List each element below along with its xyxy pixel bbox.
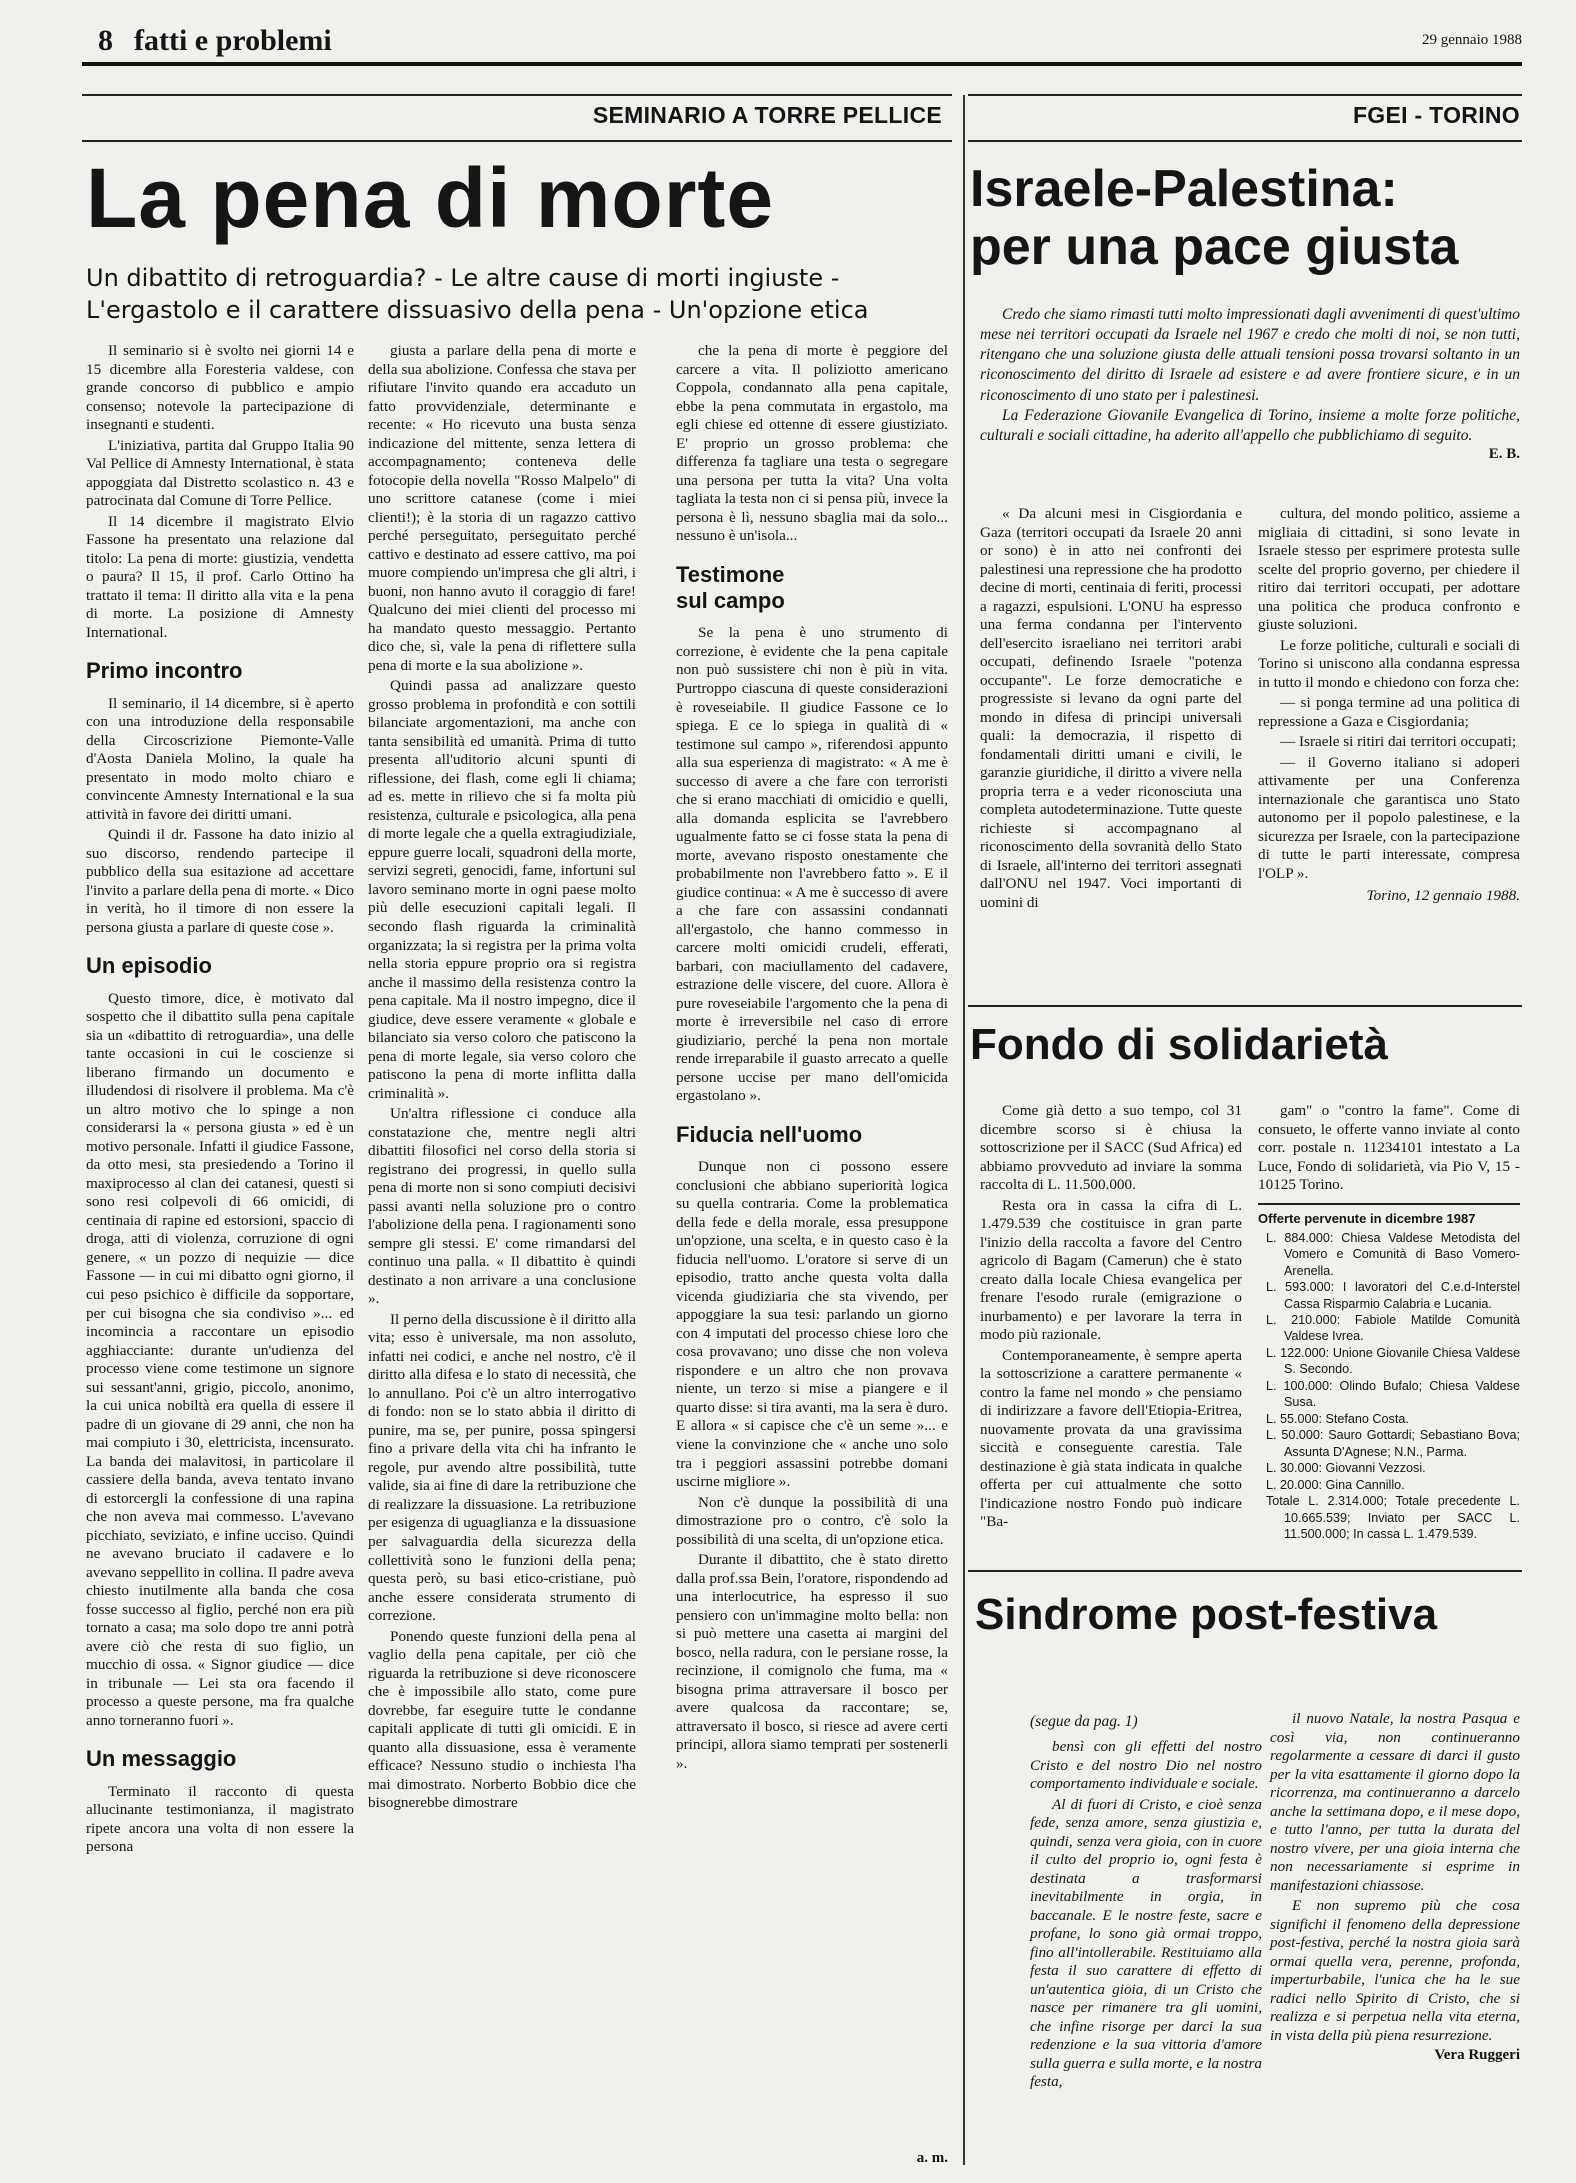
- paragraph: Se la pena è uno strumento di correzione, è evidente che la pena capitale non può sussistere chi non è più in vita. Purtroppo ciascuna di queste considerazioni è roveseiabile. Il giudice Fassone ce lo spiega. E ce lo spiega in qualità di « testimone sul campo », riferendosi appunto alla sua esperienza di magistrato: « A me è successo di avere a che fare con terroristi che si erano macchiati di omicidio e quelli, alla domanda esplicita se l'avrebbero ugualmente fatto se ci fosse stata la pena di morte, avevano risposto onestamente che probabilmente non l'avrebbero fatto ». E il giudice continua: « A me è successo di avere a che fare con assassini condannati all'ergastolo, che hanno commesso in carcere molti omicidi crudeli, efferati, barbari, con maciullamento del cadavere, estrazione delle viscere, del cuore. Allora è pure roveseiabile l'argomento che la pena di morte è irreversibile nel caso di errore giudiziario, perché la pena non mortale rende irreparabile il guasto arrecato a quelle persone uccise per mano dell'omicida ergastolano ».: [676, 624, 948, 1105]
- paragraph: — il Governo italiano si adoperi attivamente per una Conferenza internazionale che garantisca uno Stato autonomo per il popolo palestinese, e la sicurezza per Israele, con la partecipazione di tutte le parti interessate, compresa l'OLP ».: [1258, 753, 1520, 882]
- paragraph: Resta ora in cassa la cifra di L. 1.479.539 che costituisce in gran parte l'inizio della raccolta a favore del Centro agricolo di Bagam (Camerun) che è stato creato dalla locale Chiesa evangelica per frenare l'esodo rurale (emigrazione o inurbamento) e per lavorare la terra in modo più razionale.: [980, 1196, 1242, 1344]
- fgei-rule: [968, 94, 1522, 96]
- paragraph: Quindi passa ad analizzare questo grosso problema in profondità e con sottili bilanciate argomentazioni, ma anche con tanta sensibilità ed umanità. Prima di tutto presenta all'uditorio alcuni spunti di riflessione, dei flash, come egli li chiama; ad es. mette in rilievo che si fa molta più resistenza, culturale e psicologica, alla pena di morte legale che a quella extragiudiziale, eppure guerre locali, squadroni della morte, servizi segreti, genocidi, fame, infortuni sul lavoro seminano morte in ogni paese molto più delle esecuzioni capitali legali. Il secondo flash riguarda la criminalità organizzata; la si registra per la prima volta nella storia eppure proprio ora si registra anche il massimo della resistenza contro la pena capitale. Ma il nostro impegno, dice il giudice, deve essere veramente « globale e bilanciato sia verso coloro che patiscono la pena di morte legale, sia verso coloro che patiscono la pena di morte inflitta dalla criminalità ».: [368, 677, 636, 1102]
- fondo-rule: [968, 1005, 1522, 1007]
- paragraph: L. 884.000: Chiesa Valdese Metodista del Vomero e Comunità di Baso Vomero-Arenella.: [1266, 1230, 1520, 1278]
- paragraph: Il seminario, il 14 dicembre, si è aperto con una introduzione della responsabile della Circoscrizione Piemonte-Valle d'Aosta Daniela Molino, la quale ha presentato in modo molto chiaro e convincente Amnesty International e la sua attività in favore dei diritti umani.: [86, 694, 354, 823]
- seminar-col3-paragraphs: [676, 342, 948, 546]
- paragraph: giusta a parlare della pena di morte e della sua abolizione. Confessa che stava per rifiutare l'invito quando era accaduto un fatto provvidenziale, determinante e recente: « Ho ricevuto una busta senza indicazione del mittente, senza lettera di accompagnamento; conteneva delle fotocopie della novella "Rosso Malpelo" di uno scrittore catanese (come i miei clienti!); è la storia di un ragazzo cattivo perché perseguitato, perseguitato perché cattivo e destinato ad essere cattivo, ma poi muore compiendo un'impresa che gli altri, i buoni, non hanno avuto il coraggio di fare! Qualcuno dei miei clienti del processo mi ha mandato questo messaggio. Pertanto dico che, sì, vale la pena di riflettere sulla pena di morte e la sua abolizione ».: [368, 342, 636, 674]
- paragraph: Ponendo queste funzioni della pena al vaglio della pena capitale, per ciò che riguarda la retribuzione si deve riconoscere che è impossibile allo stato, come pure dovrebbe, far eseguire tutte le condanne capitali applicate di tutti gli omicidi. E in quanto alla dissuasione, essa è veramente efficace? Nessuno studio o inchiesta l'ha mai dimostrato. Norberto Bobbio dice che bisognerebbe dimostrare: [368, 1627, 636, 1812]
- paragraph: L. 210.000: Fabiole Matilde Comunità Valdese Ivrea.: [1266, 1313, 1520, 1344]
- paragraph: Contemporaneamente, è sempre aperta la sottoscrizione a carattere permanente « contro la fame nel mondo » che pensiamo di indirizzare a favore dell'Etiopia-Eritrea, nuovamente provata da una gravissima siccità e conseguente carestia. Tale destinazione è già stata indicata in qualche offerta per cui attualmente che sotto l'indicazione nostro Fondo può indicare "Ba-: [980, 1346, 1242, 1531]
- seminar-column-3: [676, 342, 948, 2142]
- israel-title-line-1: Israele-Palestina:: [970, 160, 1398, 218]
- paragraph: — si ponga termine ad una politica di repressione a Gaza e Cisgiordania;: [1258, 694, 1520, 730]
- israel-col2-paragraphs: [1258, 505, 1520, 883]
- sindrome-column-2: [1270, 1710, 1520, 2064]
- sindrome-column-1: [1030, 1738, 1262, 2094]
- seminar-col1d-paragraphs: [86, 1783, 354, 1857]
- sindrome-col1-paragraphs: [1030, 1738, 1262, 2092]
- seminar-kicker: SEMINARIO A TORRE PELLICE: [592, 102, 942, 128]
- paragraph: che la pena di morte è peggiore del carcere a vita. Il poliziotto americano Coppola, condannato alla pena capitale, ebbe la pena commutata in ergastolo, ma egli chiese ed ottenne di essere giustiziato. E' proprio un grosso problema: che differenza fa tagliare una testa o segregare una persona per tutta la vita? Una volta tagliata la testa non ci si pensa più, invece la persona è lì, nessuno sbaglia mai da solo... nessuno è un'isola...: [676, 342, 948, 545]
- subhead-fiducia: Fiducia nell'uomo: [676, 1121, 863, 1147]
- paragraph: — Israele si ritiri dai territori occupati;: [1280, 733, 1517, 751]
- subhead-primo-incontro: Primo incontro: [86, 658, 243, 684]
- fondo-title: Fondo di solidarietà: [970, 1020, 1389, 1069]
- fgei-rule-bottom: [968, 140, 1522, 142]
- fondo-column-2: [1258, 1102, 1520, 1543]
- sindrome-title: Sindrome post-festiva: [975, 1590, 1438, 1639]
- paragraph: Il perno della discussione è il diritto alla vita; esso è universale, ma non assoluto, infatti nei codici, e anche nel nostro, c'è il diritto alla difesa e lo stato di necessità, che lo annullano. Poi c'è un altro interrogativo di fondo: non se lo stato abbia il diritto di punire, ma se, per punire, possa spingersi fino a privare della vita chi ha infranto le regole, pur avendo altre possibilità, tutte valide, sia ai fine di dare la retribuzione che di realizzare la dissuasione. La retribuzione per esigenza di uguaglianza e la dissuasione per salvaguardia della sicurezza della collettività sono le funzioni della pena; questa però, su basi etico-cristiane, può anche essere considerata strumento di correzione.: [368, 1310, 636, 1625]
- deck-line-1: Un dibattito di retroguardia? - Le altre cause di morti ingiuste -: [86, 264, 840, 292]
- israel-column-2: [1258, 505, 1520, 906]
- seminar-title: La pena di morte: [86, 151, 775, 245]
- kicker-rule-bottom: [82, 140, 952, 142]
- paragraph: Il 14 dicembre il magistrato Elvio Fassone ha presentato una relazione dal titolo: La pena di morte: giustizia, vendetta o paura? Il 15, il prof. Carlo Ottino ha trattato il tema: Il diritto alla vita e la pena di morte. La posizione di Amnesty International.: [86, 512, 354, 641]
- sindrome-col2-paragraphs: [1270, 1710, 1520, 2045]
- fondo-column-1: [980, 1102, 1242, 1534]
- paragraph: E non supremo più che cosa significhi il fenomeno della depressione post-festiva, perché la nostra gioia sarà ormai quella vera, perenne, profonda, imperturbabile, l'unica che ha le sue radici nello Spirito di Cristo, che si realizza e si perpetua nella vita eterna, in vista della più piena resurrezione.: [1270, 1897, 1520, 2044]
- sindrome-signature: Vera Ruggeri: [1434, 2047, 1520, 2064]
- paragraph: gam" o "contro la fame". Come di consueto, le offerte vanno inviate al conto corr. postale n. 11234101 intestato a La Luce, Fondo di solidarietà, via Pio V, 15 - 10125 Torino.: [1258, 1102, 1520, 1194]
- paragraph: Le forze politiche, culturali e sociali di Torino si uniscono alla condanna espressa in tutto il mondo e chiedono con forza che:: [1258, 636, 1520, 691]
- kicker-rule: [82, 94, 952, 96]
- masthead: [82, 22, 1522, 66]
- seminar-col1-paragraphs: [86, 342, 354, 642]
- paragraph: La Federazione Giovanile Evangelica di Torino, insieme a molte forze politiche, culturali e sociali cittadine, ha aderito all'appello che pubblichiamo di seguito.: [980, 406, 1520, 444]
- paragraph: Durante il dibattito, che è stato diretto dalla prof.ssa Bein, l'oratore, rispondendo ad una interlocutrice, ha espresso il suo pensiero con un'immagine molto bella: non si può mettere una casetta ai margini del bosco, nella radura, con le persiane rosse, la recinzione, il comignolo che fuma, ma « bisogna prima attraversare il bosco per avere qualcosa da raccontare; se, attraversato il bosco, si riesce ad avere certi principi, allora siamo temprati per sostenerli ».: [676, 1551, 948, 1772]
- seminar-col3b-paragraphs: [676, 624, 948, 1105]
- paragraph: L. 593.000: I lavoratori del C.e.d-Interstel Cassa Risparmio Calabria e Lucania.: [1266, 1280, 1520, 1311]
- paragraph: L'iniziativa, partita dal Gruppo Italia 90 Val Pellice di Amnesty International, è stata appoggiata dal Distretto scolastico n. 43 e patrocinata dal Comune di Torre Pellice.: [86, 436, 354, 510]
- paragraph: Terminato il racconto di questa allucinante testimonianza, il magistrato ripete ancora una volta di non essere la persona: [86, 1782, 354, 1856]
- deck-line-2: L'ergastolo e il carattere dissuasivo della pena - Un'opzione etica: [86, 296, 869, 325]
- paragraph: L. 30.000: Giovanni Vezzosi.: [1266, 1461, 1426, 1476]
- paragraph: L. 20.000: Gina Cannillo.: [1266, 1477, 1405, 1492]
- paragraph: Come già detto a suo tempo, col 31 dicembre scorso si è chiusa la sottoscrizione per il SACC (Sud Africa) ed abbiamo provveduto ad inviare la somma raccolta di L. 11.500.000.: [980, 1102, 1242, 1194]
- israel-intro-paragraphs: [980, 305, 1520, 446]
- israel-title-line-2: per una pace giusta: [970, 218, 1459, 277]
- paragraph: L. 122.000: Unione Giovanile Chiesa Valdese S. Secondo.: [1266, 1345, 1520, 1377]
- offers-list: [1258, 1230, 1520, 1543]
- column-divider: [963, 95, 965, 2165]
- seminar-column-1: [86, 342, 354, 2172]
- paragraph: Non c'è dunque la possibilità di una dimostrazione pro o contro, c'è solo la possibilità di una scelta, di un'opzione etica.: [676, 1493, 948, 1548]
- page-number: 8: [98, 24, 113, 57]
- seminar-signature: a. m.: [916, 2150, 948, 2166]
- paragraph: Totale L. 2.314.000; Totale precedente L. 10.665.539; Inviato per SACC L. 11.500.000; In cassa L. 1.479.539.: [1266, 1494, 1520, 1542]
- paragraph: L. 55.000: Stefano Costa.: [1266, 1411, 1409, 1426]
- offers-rule: [1258, 1203, 1520, 1205]
- subhead-testimone: Testimone sul campo: [676, 561, 785, 614]
- seminar-column-2: [368, 342, 636, 2172]
- israel-col1-paragraphs: [980, 505, 1242, 912]
- seminar-col2-paragraphs: [368, 342, 636, 1813]
- paragraph: Dunque non ci possono essere conclusioni che abbiano superiorità logica su quella contraria. Come la problematica della fede e della morale, essa presuppone un'opzione, una scelta, e in questo caso è la fiducia nell'uomo. L'oratore si serve di un episodio, tratto anche questa volta dalla vicenda giudiziaria che sta vivendo, per appoggiare la sua tesi: parlando un giorno con 4 imputati del processo chiese loro che cosa provavano; uno disse che non voleva rispondere e un altro che non provava niente, un terzo si mise a piangere e il quarto disse: si tira avanti, ma la sera è duro. E allora « si capisce che c'è un seme »... e viene la convinzione che « anche uno solo tra i peggiori assassini potrebbe domani uscirne migliore ».: [676, 1158, 948, 1491]
- fondo-col1-paragraphs: [980, 1102, 1242, 1532]
- paragraph: il nuovo Natale, la nostra Pasqua e così via, non continueranno regolarmente a cessare di darci il gusto per la vita esattamente il giorno dopo la ricorrenza, ma continueranno a darcelo anche la settimana dopo, e il mese dopo, e tutto l'anno, per tutta la durata del nostro vivere, per una gioia interna che non necessariamente si esprime in manifestazioni chiassose.: [1270, 1710, 1520, 1894]
- israel-intro: [980, 305, 1520, 463]
- offers-heading: Offerte pervenute in dicembre 1987: [1258, 1210, 1476, 1226]
- paragraph: L. 50.000: Sauro Gottardi; Sebastiano Bova; Assunta D'Agnese; N.N., Parma.: [1266, 1428, 1520, 1459]
- paragraph: Il seminario si è svolto nei giorni 14 e 15 dicembre alla Foresteria valdese, con grande concorso di pubblico e ampio consenso; notevole la partecipazione di insegnanti e studenti.: [86, 342, 354, 434]
- israel-column-1: [980, 505, 1242, 914]
- seminar-col1b-paragraphs: [86, 695, 354, 938]
- sindrome-continued: (segue da pag. 1): [1030, 1713, 1138, 1730]
- paragraph: Al di fuori di Cristo, e cioè senza fede, senza amore, senza giustizia e, quindi, senza vera gioia, con in cuore il culto del proprio io, ogni festa è destinata a trasformarsi inevitabilmente in orgia, in baccanale. E le nostre feste, sacre e profane, lo sono già ormai troppo, fino all'intollerabile. Restituiamo alla festa il suo carattere di effetto di un'autentica gioia, di un Cristo che nasce per rimanere tra gli uomini, che infine risorge per darci la sua redenzione e la sua vittoria d'amore sulla guerra e sulla morte, e la nostra festa,: [1030, 1795, 1262, 2091]
- seminar-deck: [86, 262, 948, 326]
- issue-date: 29 gennaio 1988: [1422, 32, 1522, 48]
- paragraph: Quindi il dr. Fassone ha dato inizio al suo discorso, rendendo partecipe il pubblico della sua esitazione ad accettare l'invito a parlare della pena di morte. « Dico in verità, ho il timore di non essere la persona giusta a parlare di queste cose ».: [86, 826, 354, 936]
- israel-dateline: Torino, 12 gennaio 1988.: [1366, 887, 1520, 905]
- paragraph: Questo timore, dice, è motivato dal sospetto che il dibattito sulla pena capitale sia un «dibattito di retroguardia», una delle tante occasioni in cui le coscienze si liberano firmando un documento e illudendosi di risolvere il problema. Ma c'è un altro motivo che lo spinge a non considerarsi la « persona giusta » ed è un motivo personale. Infatti il giudice Fassone, da otto mesi, sta presiedendo a Torino il maxiprocesso al clan dei catanesi, questi si sono resi colpevoli di 66 omicidi, di centinaia di rapine ed estorsioni, spaccio di droga, atti di violenza, corruzione di ogni genere, « un pozzo di nequizie — dice Fassone — in cui mi dibatto ogni giorno, il cui peso psichico è difficile da sopportare, per cui bisogna che sia condiviso »... ed incomincia a raccontare un episodio agghiacciante: durante un'udienza del processo viene come testimone un signore sui sessant'anni, grigio, piccolo, anonimo, la cui unica nobiltà era quella di essere il padre di un giovane di 29 anni, che non ha mai compiuto i 30, elettricista, incensurato. La banda dei malavitosi, in particolare il cassiere della banda, aveva tentato invano di estorcergli la confessione di una rapina che non aveva mai commesso. L'avevano picchiato, seviziato, e infine ucciso. Quindi ne avevano bruciato il cadavere e lo avevano seppellito in collina. Il padre aveva chiesto inutilmente alla banda che cosa fosse successo al figlio, perché non era più tornato a casa; ma solo dopo tre anni potrà avere ciò che resta di suo figlio, un mucchio di ossa. « Signor giudice — dice in tribunale — Lei sta ora facendo il processo a queste persone, ma fra qualche anno torneranno fuori ».: [86, 989, 354, 1729]
- seminar-col1c-paragraphs: [86, 990, 354, 1731]
- paragraph: bensì con gli effetti del nostro Cristo e del nostro Dio nel nostro comportamento individuale e sociale.: [1030, 1738, 1262, 1793]
- paragraph: « Da alcuni mesi in Cisgiordania e Gaza (territori occupati da Israele 20 anni or sono) è in atto nei confronti dei palestinesi una repressione che ha prodotto decine di morti, centinaia di feriti, processi a ragazzi, espulsioni. L'ONU ha espresso una ferma condanna per l'intervento dell'esercito israeliano nei territori arabi occupati, definendo Israele "potenza occupante". Le forze democratiche e progressiste si levano da ogni parte del mondo in difesa di principi universali quali: la democrazia, il rispetto di fondamentali diritti umani e civili, le garanzie giuridiche, il diritto a vivere nella propria terra e a veder riconosciuta una completa autodeterminazione. Tutte queste richieste si accompagnano al riconoscimento della sovranità dello Stato di Israele, all'interno dei territori assegnati dall'ONU nel 1947. Voci importanti di uomini di: [980, 505, 1242, 911]
- paragraph: Un'altra riflessione ci conduce alla constatazione che, mentre negli altri dibattiti filosofici nel corso della storia si registrano dei progressi, in quello sulla pena di morte non si sono compiuti decisivi passi avanti nella soluzione pro o contro l'abolizione della pena. I ragionamenti sono sempre gli stessi. E' come rimandarsi del continuo una palla. « Il dibattito è quindi destinato a non arrivare a una conclusione ».: [368, 1105, 636, 1308]
- section-name: fatti e problemi: [134, 24, 332, 57]
- seminar-col3c-paragraphs: [676, 1158, 948, 1773]
- subhead-un-episodio: Un episodio: [86, 953, 212, 979]
- fondo-col2-paragraphs: [1258, 1102, 1520, 1195]
- israel-title: [970, 160, 1522, 276]
- paragraph: L. 100.000: Olindo Bufalo; Chiesa Valdese Susa.: [1266, 1378, 1520, 1410]
- fgei-kicker: FGEI - TORINO: [1352, 102, 1520, 128]
- subhead-un-messaggio: Un messaggio: [86, 1746, 237, 1772]
- paragraph: Credo che siamo rimasti tutti molto impressionati dagli avvenimenti di quest'ultimo mese nei territori occupati da Israele nel 1967 e credo che molti di noi, se non tutti, ritengano che una soluzione giusta delle attuali tensioni possa trovarsi soltanto in un riconoscimento del diritto di Israele ad esistere e ad avere frontiere sicure, e in un riconoscimento di uno stato per i palestinesi.: [980, 306, 1520, 404]
- paragraph: cultura, del mondo politico, assieme a migliaia di cittadini, si sono levate in Israele stesso per esprimere protesta sulle scelte del proprio governo, per chiedere il ritiro dai territori occupati, per adottare una politica che produca confronto e giuste soluzioni.: [1258, 505, 1520, 634]
- sindrome-rule: [968, 1570, 1522, 1572]
- israel-intro-signature: E. B.: [1488, 445, 1520, 462]
